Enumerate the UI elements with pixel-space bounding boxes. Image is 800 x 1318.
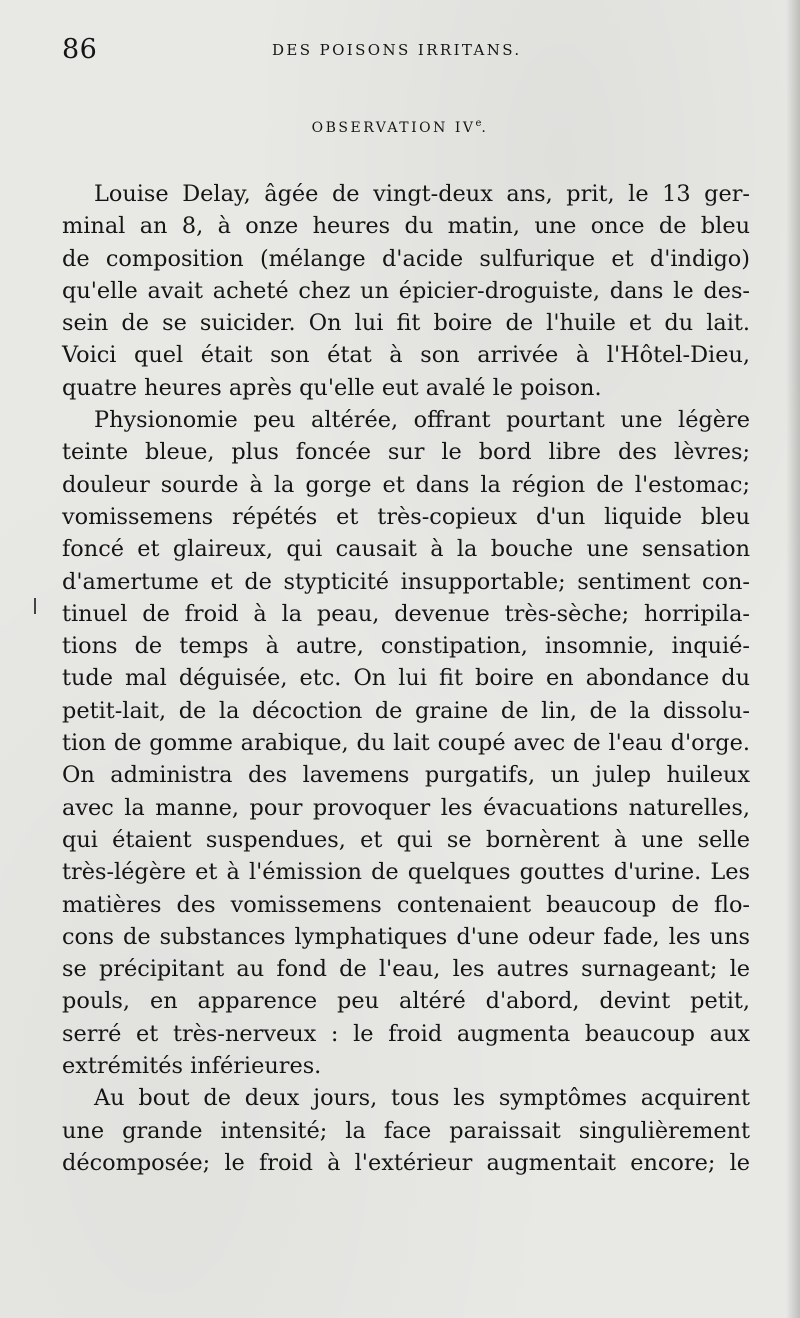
margin-mark [34,598,36,614]
text-line: teinte bleue, plus foncée sur le bord libre des lèvres; [62,439,750,466]
page-edge-shadow [786,0,800,1318]
text-line: Au bout de deux jours, tous les symptômes acquirent [94,1085,750,1112]
text-line: foncé et glaireux, qui causait à la bouche une sensation [62,536,750,563]
observation-title: OBSERVATION IV [311,120,476,136]
text-line: quatre heures après qu'elle eut avalé le poison. [62,374,602,401]
text-line: On administra des lavemens purgatifs, un julep huileux [62,762,750,789]
text-line: vomissemens répétés et très-copieux d'un liquide bleu [62,503,750,530]
body-text [62,178,750,1179]
observation-heading [0,118,800,136]
page-header [62,34,752,66]
observation-title-superscript: e [475,118,482,129]
text-line: tion de gomme arabique, du lait coupé avec de l'eau d'orge. [62,730,750,757]
text-line: douleur sourde à la gorge et dans la région de l'estomac; [62,471,750,498]
text-line: petit-lait, de la décoction de graine de lin, de la dissolu- [62,697,750,724]
text-line: très-légère et à l'émission de quelques gouttes d'urine. Les [62,859,750,886]
text-line: Voici quel était son état à son arrivée à l'Hôtel-Dieu, [62,342,750,369]
text-line: tinuel de froid à la peau, devenue très-sèche; horripila- [62,600,750,627]
text-line: qui étaient suspendues, et qui se bornèrent à une selle [62,826,750,853]
observation-title-end: . [481,120,489,136]
text-line: extrémités inférieures. [62,1053,322,1080]
text-line: de composition (mélange d'acide sulfurique et d'indigo) [62,245,750,272]
text-line: Louise Delay, âgée de vingt-deux ans, prit, le 13 ger- [94,181,750,207]
text-line: décomposée; le froid à l'extérieur augmentait encore; le [62,1149,750,1176]
text-line: sein de se suicider. On lui fit boire de l'huile et du lait. [62,310,750,337]
text-line: qu'elle avait acheté chez un épicier-droguiste, dans le des- [62,277,750,304]
text-line: une grande intensité; la face paraissait singulièrement [62,1117,750,1144]
text-line: tions de temps à autre, constipation, insomnie, inquié- [62,633,750,660]
text-line: minal an 8, à onze heures du matin, une once de bleu [62,213,750,240]
text-line: avec la manne, pour provoquer les évacuations naturelles, [62,794,750,821]
text-line: cons de substances lymphatiques d'une odeur fade, les uns [62,923,750,950]
text-line: se précipitant au fond de l'eau, les autres surnageant; le [62,956,750,983]
text-line: matières des vomissemens contenaient beaucoup de flo- [62,891,750,918]
text-line: pouls, en apparence peu altéré d'abord, devint petit, [62,988,750,1015]
text-line: d'amertume et de stypticité insupportable; sentiment con- [62,568,750,595]
page-number: 86 [62,34,98,65]
text-line: Physionomie peu altérée, offrant pourtant une légère [94,407,750,434]
running-title: DES POISONS IRRITANS. [272,41,522,59]
text-line: tude mal déguisée, etc. On lui fit boire en abondance du [62,665,750,692]
text-line: serré et très-nerveux : le froid augmenta beaucoup aux [62,1020,750,1047]
